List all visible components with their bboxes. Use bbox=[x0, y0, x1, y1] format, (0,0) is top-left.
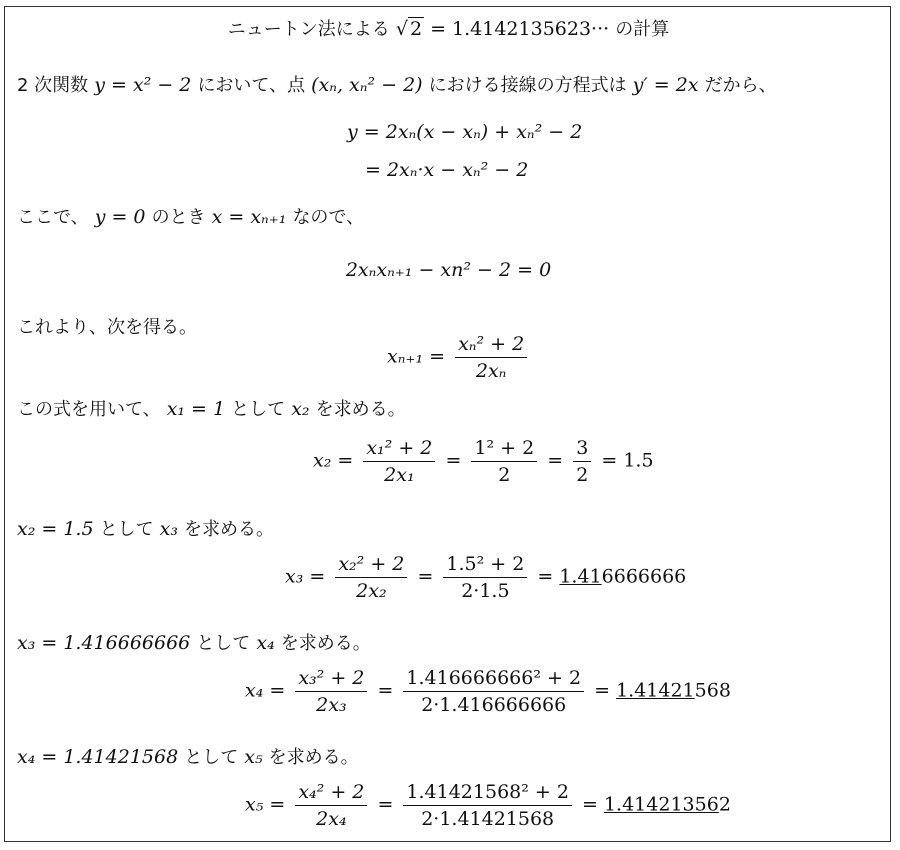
step-x3-eq-1: x₂ = 1.5 bbox=[17, 518, 94, 540]
calc-x5-result-underlined: 1.41421356 bbox=[603, 793, 719, 816]
recurrence-denominator: 2xₙ bbox=[475, 360, 507, 382]
calc-x2-f3-den: 2 bbox=[576, 464, 589, 486]
calc-x3-frac-2 bbox=[443, 553, 527, 602]
equals-sign: = bbox=[377, 793, 394, 816]
intro-text-1: 2 次関数 bbox=[17, 75, 89, 96]
use-eq-1: x₁ = 1 bbox=[166, 398, 226, 420]
calc-x4-lhs: x₄ = bbox=[245, 679, 286, 702]
step-x5-text-1: として bbox=[184, 747, 239, 768]
recurrence-numerator: xₙ² + 2 bbox=[455, 333, 527, 358]
step-x4-eq-1: x₃ = 1.416666666 bbox=[17, 632, 191, 654]
step-x5-text-2: を求める。 bbox=[268, 747, 359, 768]
zero-text-2: のとき bbox=[151, 207, 206, 228]
therefore-text: これより、次を得る。 bbox=[17, 317, 197, 338]
use-eq-2: x₂ bbox=[291, 398, 310, 420]
title-radical: 2 bbox=[409, 18, 423, 40]
equals-sign: = bbox=[445, 449, 462, 472]
intro-line bbox=[17, 71, 777, 97]
intro-text-4: だから、 bbox=[704, 75, 777, 96]
calc-x5-frac-1 bbox=[295, 781, 367, 830]
use-text-2: として bbox=[231, 399, 286, 420]
intro-point: (xₙ, xₙ² − 2) bbox=[311, 74, 423, 96]
use-text-1: この式を用いて、 bbox=[17, 399, 161, 420]
zero-equation-text: 2xₙxₙ₊₁ − xn² − 2 = 0 bbox=[345, 259, 552, 281]
step-x3-line bbox=[17, 515, 274, 541]
calc-x4-frac-1 bbox=[295, 667, 367, 716]
zero-condition-line bbox=[17, 203, 364, 229]
step-x4-text-2: を求める。 bbox=[280, 633, 371, 654]
equals-sign: = bbox=[537, 565, 554, 588]
sqrt-symbol: √ 2 bbox=[395, 18, 423, 40]
calc-x2-f1-den: 2x₁ bbox=[384, 464, 415, 486]
calc-x5-lhs: x₅ = bbox=[245, 793, 286, 816]
intro-text-2: において、点 bbox=[197, 75, 306, 96]
title-value: = 1.4142135623··· bbox=[424, 18, 610, 40]
equals-sign: = bbox=[582, 793, 598, 816]
calc-x5-f2-num: 1.41421568² + 2 bbox=[403, 781, 572, 806]
calc-x3-f2-den: 2·1.5 bbox=[461, 580, 510, 602]
calc-x3-frac-1 bbox=[335, 553, 407, 602]
calc-x5 bbox=[245, 781, 731, 830]
calc-x2-f2-den: 2 bbox=[498, 464, 511, 486]
step-x5-eq-1: x₄ = 1.41421568 bbox=[17, 746, 179, 768]
calc-x5-result-rest: 2 bbox=[718, 793, 731, 816]
calc-x3 bbox=[285, 553, 686, 602]
step-x4-line bbox=[17, 629, 371, 655]
calc-x5-frac-2 bbox=[403, 781, 572, 830]
calc-x4-frac-2 bbox=[403, 667, 584, 716]
calc-x2-f2-num: 1² + 2 bbox=[471, 437, 537, 462]
calc-x4 bbox=[245, 667, 731, 716]
zero-equation bbox=[5, 259, 892, 281]
calc-x3-f1-den: 2x₂ bbox=[356, 580, 387, 602]
intro-eq-parabola: y = x² − 2 bbox=[94, 74, 192, 96]
tangent-eq-line1 bbox=[347, 121, 582, 143]
calc-x4-result-rest: 568 bbox=[694, 679, 731, 702]
page-title bbox=[5, 15, 892, 41]
recurrence-lhs: xₙ₊₁ = bbox=[387, 345, 446, 368]
equals-sign: = bbox=[417, 565, 434, 588]
use-formula-line bbox=[17, 395, 406, 421]
tangent-line1-text: y = 2xₙ(x − xₙ) + xₙ² − 2 bbox=[347, 121, 583, 143]
calc-x5-f2-den: 2·1.41421568 bbox=[421, 808, 555, 830]
zero-eq-1: y = 0 bbox=[94, 206, 146, 228]
calc-x4-f1-den: 2x₃ bbox=[316, 694, 347, 716]
calc-x3-result-underlined: 1.41 bbox=[559, 565, 602, 588]
recurrence-fraction bbox=[455, 333, 527, 382]
calc-x3-result-rest: 6666666 bbox=[601, 565, 687, 588]
equals-sign: = bbox=[594, 679, 611, 702]
calc-x5-f1-den: 2x₄ bbox=[316, 808, 347, 830]
intro-text-3: における接線の方程式は bbox=[428, 75, 627, 96]
calc-x2-frac-2 bbox=[471, 437, 537, 486]
step-x3-text-2: を求める。 bbox=[184, 519, 275, 540]
step-x4-eq-2: x₄ bbox=[256, 632, 275, 654]
calc-x2-frac-3 bbox=[573, 437, 591, 486]
calc-x2-frac-1 bbox=[363, 437, 435, 486]
zero-text-3: なので、 bbox=[292, 207, 365, 228]
calc-x2 bbox=[313, 437, 654, 486]
zero-eq-2: x = xₙ₊₁ bbox=[211, 206, 287, 228]
step-x5-line bbox=[17, 743, 359, 769]
calc-x2-f1-num: x₁² + 2 bbox=[363, 437, 435, 462]
calc-x3-f2-num: 1.5² + 2 bbox=[443, 553, 527, 578]
calc-x2-f3-num: 3 bbox=[573, 437, 591, 462]
tangent-eq-line2 bbox=[365, 159, 528, 181]
step-x5-eq-2: x₅ bbox=[244, 746, 263, 768]
step-x4-text-1: として bbox=[196, 633, 251, 654]
calc-x4-result-underlined: 1.41421 bbox=[616, 679, 695, 702]
calc-x5-f1-num: x₄² + 2 bbox=[295, 781, 367, 806]
calc-x4-f2-num: 1.416666666² + 2 bbox=[403, 667, 584, 692]
use-text-3: を求める。 bbox=[315, 399, 406, 420]
calc-x2-result: = 1.5 bbox=[601, 449, 654, 472]
tangent-line2-text: = 2xₙ·x − xₙ² − 2 bbox=[365, 159, 529, 181]
equals-sign: = bbox=[547, 449, 564, 472]
step-x3-text-1: として bbox=[99, 519, 154, 540]
recurrence-formula bbox=[387, 333, 531, 382]
title-prefix: ニュートン法による bbox=[227, 19, 390, 40]
calc-x3-lhs: x₃ = bbox=[285, 565, 326, 588]
therefore-line bbox=[17, 313, 197, 339]
equals-sign: = bbox=[377, 679, 394, 702]
title-suffix: の計算 bbox=[615, 19, 670, 40]
calc-x2-lhs: x₂ = bbox=[313, 449, 354, 472]
calc-x3-f1-num: x₂² + 2 bbox=[335, 553, 407, 578]
zero-text-1: ここで、 bbox=[17, 207, 89, 228]
calc-x4-f2-den: 2·1.416666666 bbox=[421, 694, 567, 716]
step-x3-eq-2: x₃ bbox=[159, 518, 178, 540]
document-frame bbox=[4, 6, 891, 842]
intro-eq-derivative: y′ = 2x bbox=[632, 74, 699, 96]
calc-x4-f1-num: x₃² + 2 bbox=[295, 667, 367, 692]
